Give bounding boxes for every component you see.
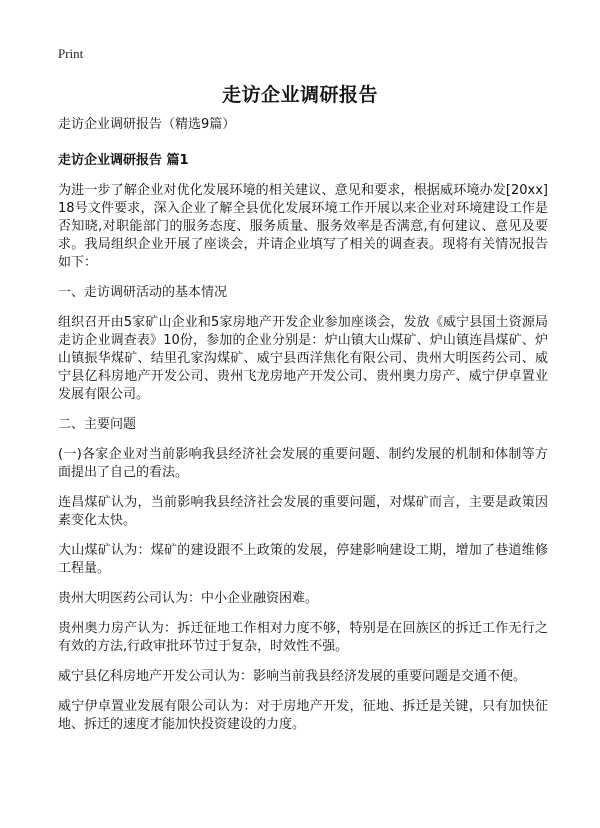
heading-main-problems: 二、主要问题 [58, 417, 137, 432]
problems-intro-paragraph: (一)各家企业对当前影响我县经济社会发展的重要问题、制约发展的机制和体制等方面提出了自己的看法。 [58, 447, 548, 480]
dashan-paragraph: 大山煤矿认为：煤矿的建设跟不上政策的发展，停建影响建设工期，增加了巷道维修工程量。 [58, 543, 548, 576]
lianchang-paragraph: 连昌煤矿认为，当前影响我县经济社会发展的重要问题，对煤矿而言，主要是政策因素变化太快。 [58, 495, 548, 528]
aoli-paragraph: 贵州奥力房产认为：拆迁征地工作相对力度不够，特别是在回族区的拆迁工作无行之有效的方法,行政审批环节过于复杂，时效性不强。 [58, 621, 548, 654]
intro-paragraph: 为进一步了解企业对优化发展环境的相关建议、意见和要求，根据威环境办发[20xx]18号文件要求，深入企业了解全县优化发展环境工作开展以来企业对环境建设工作是否知晓,对职能部门的服务态度、服务质量、服务效率是否满意,有何建议、意见及要求。我局组织企业开展了座谈会，并请企业填写了相关的调查表。现将有关情况报告如下： [58, 183, 548, 270]
document-body [58, 116, 548, 746]
daming-paragraph: 贵州大明医药公司认为：中小企业融资困难。 [58, 591, 319, 606]
yike-paragraph: 威宁县亿科房地产开发公司认为：影响当前我县经济发展的重要问题是交通不便。 [58, 669, 527, 684]
yizhuo-paragraph: 威宁伊卓置业发展有限公司认为：对于房地产开发，征地、拆迁是关键，只有加快征地、拆迁的速度才能加快投资建设的力度。 [58, 699, 548, 732]
document-subtitle: 走访企业调研报告（精选9篇） [58, 117, 236, 132]
page-title: 走访企业调研报告 [221, 84, 378, 106]
print-link[interactable]: Print [58, 46, 84, 61]
heading-basic-situation: 一、走访调研活动的基本情况 [58, 285, 228, 300]
basic-situation-paragraph: 组织召开由5家矿山企业和5家房地产开发企业参加座谈会，发放《威宁县国土资源局走访企业调查表》10份，参加的企业分别是：炉山镇大山煤矿、炉山镇连昌煤矿、炉山镇振华煤矿、结里孔家沟煤矿、威宁县西洋焦化有限公司、贵州大明医药公司、威宁县亿科房地产开发公司、贵州飞龙房地产开发公司、贵州奥力房产、威宁伊卓置业发展有限公司。 [58, 315, 548, 402]
section-heading: 走访企业调研报告 篇1 [58, 153, 189, 168]
